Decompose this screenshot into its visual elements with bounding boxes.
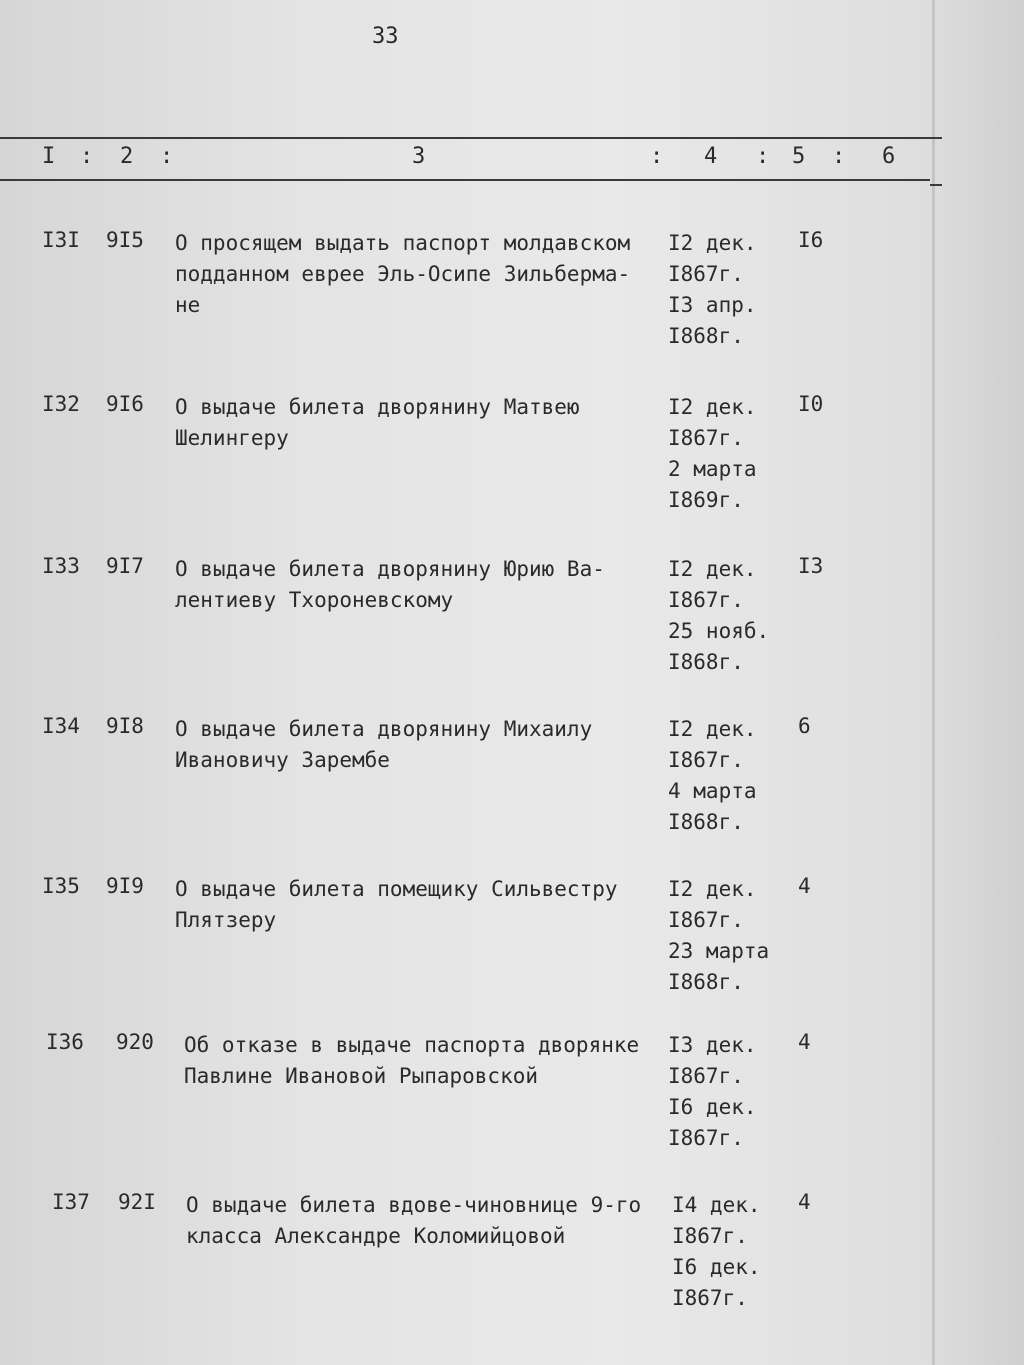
- entry-title-line: не: [175, 293, 201, 317]
- entry-title: [175, 554, 665, 616]
- entry-date-line: I2 дек.: [668, 877, 757, 901]
- entry-sheet-count: I3: [798, 554, 824, 578]
- entry-number: I37: [52, 1190, 90, 1214]
- header-col-1: I: [42, 144, 56, 169]
- entry-date-line: 25 нояб.: [668, 619, 770, 643]
- entry-title-line: О выдаче билета дворянину Юрию Ва-: [175, 557, 605, 581]
- entry-dates: [668, 554, 769, 678]
- header-rule-bottom-tick: [930, 184, 942, 186]
- entry-date-line: I867г.: [672, 1286, 748, 1310]
- entry-sheet-count: I6: [798, 228, 824, 252]
- entry-dates: [668, 392, 757, 516]
- entry-file-number: 9I5: [106, 228, 144, 252]
- entry-date-line: I868г.: [668, 970, 744, 994]
- entry-dates: [668, 1030, 757, 1154]
- entry-title-line: лентиеву Тхороневскому: [175, 588, 454, 612]
- entry-date-line: I867г.: [668, 1064, 744, 1088]
- entry-title-line: О выдаче билета дворянину Михаилу: [175, 717, 593, 741]
- entry-file-number: 9I7: [106, 554, 144, 578]
- header-sep: :: [650, 144, 664, 169]
- header-rule-top-tick: [930, 137, 942, 139]
- entry-date-line: I2 дек.: [668, 395, 757, 419]
- entry-date-line: I869г.: [668, 488, 744, 512]
- entry-file-number: 920: [116, 1030, 154, 1054]
- entry-date-line: 23 марта: [668, 939, 770, 963]
- entry-title-line: О выдаче билета дворянину Матвею: [175, 395, 580, 419]
- entry-date-line: I867г.: [672, 1224, 748, 1248]
- entry-number: I3I: [42, 228, 80, 252]
- entry-date-line: I6 дек.: [672, 1255, 761, 1279]
- entry-sheet-count: 4: [798, 1190, 811, 1214]
- entry-date-line: I2 дек.: [668, 557, 757, 581]
- entry-title: [175, 874, 665, 936]
- header-col-6: 6: [882, 144, 896, 169]
- entry-date-line: I2 дек.: [668, 231, 757, 255]
- entry-dates: [668, 714, 757, 838]
- entry-date-line: I868г.: [668, 810, 744, 834]
- entry-date-line: I3 дек.: [668, 1033, 757, 1057]
- header-col-2: 2: [120, 144, 134, 169]
- entry-sheet-count: 6: [798, 714, 811, 738]
- entry-date-line: I868г.: [668, 650, 744, 674]
- entry-title-line: О выдаче билета вдове-чиновнице 9-го: [186, 1193, 642, 1217]
- entry-date-line: I867г.: [668, 426, 744, 450]
- header-rule-bottom: [0, 179, 930, 181]
- header-sep: :: [80, 144, 94, 169]
- header-sep: :: [756, 144, 770, 169]
- entry-file-number: 9I8: [106, 714, 144, 738]
- header-sep: :: [160, 144, 174, 169]
- entry-dates: [672, 1190, 761, 1314]
- entry-dates: [668, 228, 757, 352]
- entry-title-line: Ивановичу Зарембе: [175, 748, 390, 772]
- entry-title-line: подданном еврее Эль-Осипе Зильберма-: [175, 262, 631, 286]
- entry-number: I35: [42, 874, 80, 898]
- entry-title-line: О просящем выдать паспорт молдавском: [175, 231, 631, 255]
- entry-date-line: 2 марта: [668, 457, 757, 481]
- entry-date-line: I867г.: [668, 262, 744, 286]
- entry-date-line: I867г.: [668, 1126, 744, 1150]
- entry-title-line: Павлине Ивановой Рыпаровской: [184, 1064, 539, 1088]
- entry-file-number: 9I9: [106, 874, 144, 898]
- page-edge: [932, 0, 935, 1365]
- entry-title-line: Плятзеру: [175, 908, 277, 932]
- entry-date-line: I868г.: [668, 324, 744, 348]
- entry-sheet-count: 4: [798, 874, 811, 898]
- entry-date-line: I867г.: [668, 908, 744, 932]
- page-number: 33: [372, 24, 399, 49]
- entry-date-line: I4 дек.: [672, 1193, 761, 1217]
- entry-dates: [668, 874, 769, 998]
- entry-sheet-count: 4: [798, 1030, 811, 1054]
- entry-title: [184, 1030, 674, 1092]
- header-col-3: 3: [412, 144, 426, 169]
- entry-title: [175, 714, 665, 776]
- entry-date-line: 4 марта: [668, 779, 757, 803]
- entry-title: [175, 392, 665, 454]
- entry-date-line: I3 апр.: [668, 293, 757, 317]
- entry-title-line: О выдаче билета помещику Сильвестру: [175, 877, 618, 901]
- entry-date-line: I2 дек.: [668, 717, 757, 741]
- entry-sheet-count: I0: [798, 392, 824, 416]
- entry-title: [175, 228, 665, 321]
- entry-file-number: 9I6: [106, 392, 144, 416]
- entry-title-line: Шелингеру: [175, 426, 289, 450]
- entry-number: I36: [46, 1030, 84, 1054]
- entry-title-line: Об отказе в выдаче паспорта дворянке: [184, 1033, 640, 1057]
- entry-date-line: I867г.: [668, 748, 744, 772]
- entry-number: I32: [42, 392, 80, 416]
- header-col-5: 5: [792, 144, 806, 169]
- entry-file-number: 92I: [118, 1190, 156, 1214]
- entry-date-line: I6 дек.: [668, 1095, 757, 1119]
- entry-number: I33: [42, 554, 80, 578]
- header-rule-top: [0, 137, 930, 139]
- entry-number: I34: [42, 714, 80, 738]
- entry-title-line: класса Александре Коломийцовой: [186, 1224, 566, 1248]
- header-sep: :: [832, 144, 846, 169]
- entry-date-line: I867г.: [668, 588, 744, 612]
- header-col-4: 4: [704, 144, 718, 169]
- entry-title: [186, 1190, 676, 1252]
